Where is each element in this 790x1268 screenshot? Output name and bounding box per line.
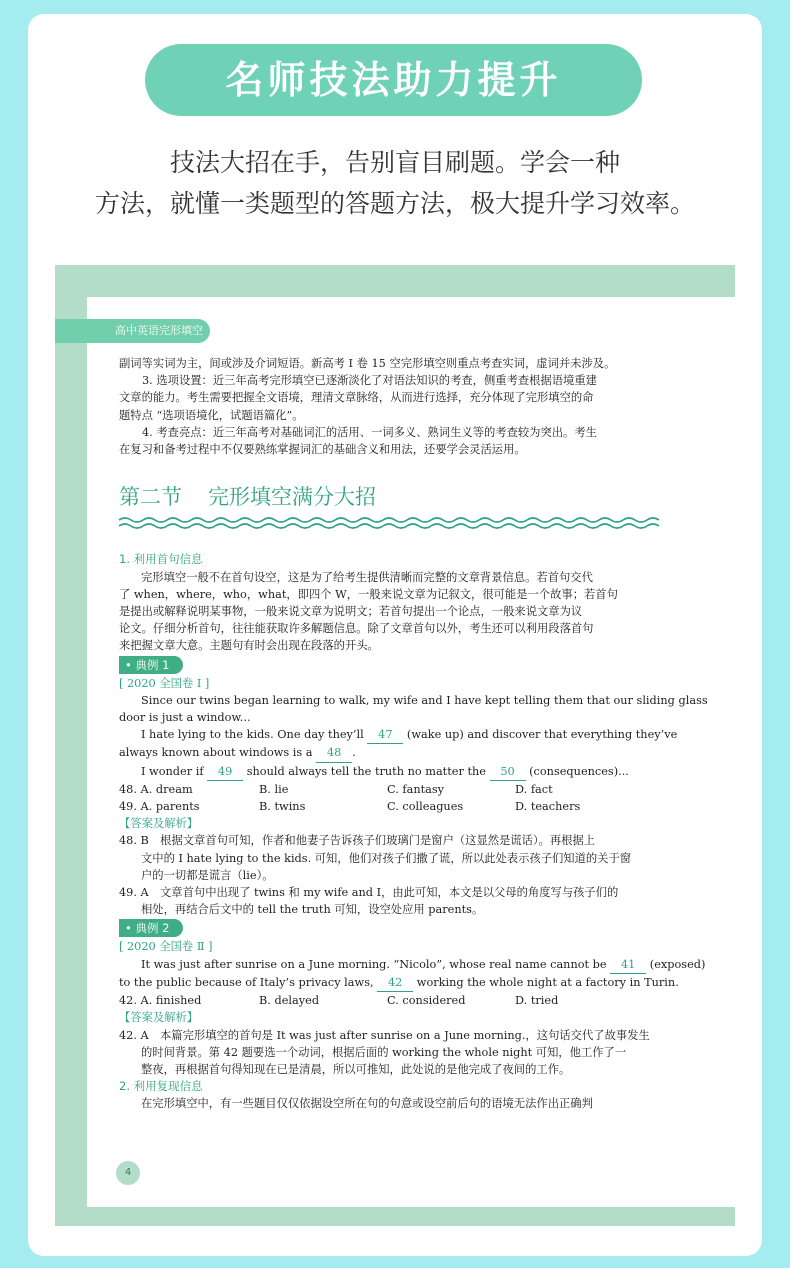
option: 49. A. parents: [119, 800, 200, 814]
option: B. lie: [259, 782, 289, 796]
bullet-icon: •: [125, 921, 136, 936]
banner-title: 名师技法助力提升: [145, 44, 642, 116]
passage-text: I hate lying to the kids. One day they’ll: [141, 728, 364, 742]
answer-line: 49. A 文章首句中出现了 twins 和 my wife and I，由此可知，本文是以父母的角度写与孩子们的: [119, 886, 619, 900]
answer-line: 户的一切都是谎言（lie）。: [141, 868, 274, 882]
question-49-options: [119, 798, 695, 815]
example-1-source: [ 2020 全国卷 I ]: [119, 676, 210, 690]
example-1-tag-label: 典例 1: [135, 657, 170, 672]
passage-text: (exposed): [649, 957, 706, 971]
paragraph-line: 文章的能力。考生需要把握全文语境，理清文章脉络，从而进行选择，充分体现了完形填空的命: [119, 391, 594, 405]
intro-text: [28, 142, 762, 224]
method-1-line: 来把握文章大意。主题句有时会出现在段落的开头。: [119, 639, 379, 653]
promo-card: [28, 14, 762, 1256]
option: D. tried: [515, 994, 559, 1008]
option: C. considered: [387, 994, 466, 1008]
method-1-line: 完形填空一般不在首句设空，这是为了给考生提供清晰而完整的文章背景信息。若首句交代: [141, 570, 593, 584]
section-name: 完形填空满分大招: [208, 485, 376, 510]
passage-text: (consequences)...: [529, 764, 629, 778]
passage-text: .: [352, 746, 356, 760]
blank-41: 41: [610, 956, 646, 974]
blank-50: 50: [490, 763, 526, 781]
blank-42: 42: [377, 974, 413, 992]
answer-heading: 【答案及解析】: [119, 1011, 199, 1025]
page-number: 4: [116, 1161, 140, 1185]
passage-text: It was just after sunrise on a June morning. “Nicolo”, whose real name cannot be: [141, 957, 607, 971]
passage-text: should always tell the truth no matter the: [246, 764, 486, 778]
example-1-tag: [119, 656, 183, 674]
example-2-tag-label: 典例 2: [135, 921, 170, 936]
paragraph-line: 3. 选项设置：近三年高考完形填空已逐渐淡化了对语法知识的考查，侧重考查根据语境重建: [142, 374, 597, 388]
paragraph-line: 4. 考查亮点：近三年高考对基础词汇的活用、一词多义、熟词生义等的考查较为突出。考生: [142, 425, 597, 439]
option: D. teachers: [515, 800, 581, 814]
passage-text: working the whole night at a factory in Turin.: [416, 975, 679, 989]
passage-line: [119, 974, 695, 992]
option: 48. A. dream: [119, 782, 193, 796]
passage-line: Since our twins began learning to walk, my wife and I have kept telling them that our sliding glass: [141, 693, 708, 707]
answer-line: 整夜，再根据首句得知现在已是清晨，所以可推知，此处说的是他完成了夜间的工作。: [141, 1062, 571, 1076]
method-2-line: 在完形填空中，有一些题目仅仅依据设空所在句的句意或设空前后句的语境无法作出正确判: [141, 1097, 593, 1111]
answer-line: 42. A 本篇完形填空的首句是 It was just after sunrise on a June morning.，这句话交代了故事发生: [119, 1028, 650, 1042]
passage-text: I wonder if: [141, 764, 204, 778]
option: D. fact: [515, 782, 553, 796]
intro-line-1: 技法大招在手，告别盲目刷题。学会一种: [169, 148, 620, 177]
section-number: 第二节: [119, 485, 182, 510]
book-page: [87, 297, 735, 1207]
passage-line: [119, 744, 695, 762]
passage-text: always known about windows is a: [119, 746, 313, 760]
example-2-source: [ 2020 全国卷 Ⅱ ]: [119, 940, 213, 954]
answer-line: 文中的 I hate lying to the kids. 可知，他们对孩子们撒了谎，所以此处表示孩子们知道的关于窗: [141, 851, 632, 865]
passage-line: [119, 763, 695, 781]
option: B. twins: [259, 800, 306, 814]
section-title: [119, 482, 695, 512]
wave-divider: [119, 516, 659, 530]
option: B. delayed: [259, 994, 320, 1008]
blank-48: 48: [316, 744, 352, 762]
question-48-options: [119, 781, 695, 798]
answer-line: 48. B 根据文章首句可知，作者和他妻子告诉孩子们玻璃门是窗户（这显然是谎话）。再根据上: [119, 834, 596, 848]
passage-text: to the public because of Italy’s privacy laws,: [119, 975, 374, 989]
page-content: [119, 355, 708, 1113]
example-2-tag: [119, 919, 183, 937]
method-1-heading: 1. 利用首句信息: [119, 552, 203, 567]
blank-49: 49: [207, 763, 243, 781]
paragraph-line: 在复习和备考过程中不仅要熟练掌握词汇的基础含义和用法，还要学会灵活运用。: [119, 443, 526, 457]
header-tab: 高中英语完形填空: [55, 319, 210, 343]
question-42-options: [119, 992, 695, 1009]
option: C. colleagues: [387, 800, 464, 814]
method-1-line: 论文。仔细分析首句，往往能获取许多解题信息。除了文章首句以外，考生还可以利用段落首句: [119, 622, 594, 636]
answer-line: 的时间背景。第 42 题要选一个动词，根据后面的 working the whole night 可知，他工作了一: [141, 1045, 627, 1059]
method-1-line: 是提出或解释说明某事物，一般来说文章为说明文；若首句提出一个论点，一般来说文章为议: [119, 605, 583, 619]
paragraph-line: 副词等实词为主，间或涉及介词短语。新高考 I 卷 15 空完形填空则重点考查实词，虚词并未涉及。: [119, 357, 616, 370]
answer-heading: 【答案及解析】: [119, 817, 199, 831]
passage-line: [119, 726, 695, 744]
option: 42. A. finished: [119, 994, 202, 1008]
paragraph-line: 题特点 “选项语境化，试题语篇化”。: [119, 408, 304, 422]
answer-line: 相处，再结合后文中的 tell the truth 可知，设空处应用 parents。: [141, 903, 484, 917]
method-2-heading: 2. 利用复现信息: [119, 1079, 203, 1094]
intro-line-2: 方法，就懂一类题型的答题方法，极大提升学习效率。: [94, 189, 695, 218]
passage-line: [119, 956, 706, 974]
bullet-icon: •: [125, 657, 136, 672]
passage-line: door is just a window...: [119, 711, 251, 725]
blank-47: 47: [367, 726, 403, 744]
passage-text: (wake up) and discover that everything they’ve: [406, 728, 678, 742]
method-1-line: 了 when，where，who，what，即四个 W，一般来说文章为记叙文，很可能是一个故事；若首句: [119, 587, 618, 601]
option: C. fantasy: [387, 782, 445, 796]
